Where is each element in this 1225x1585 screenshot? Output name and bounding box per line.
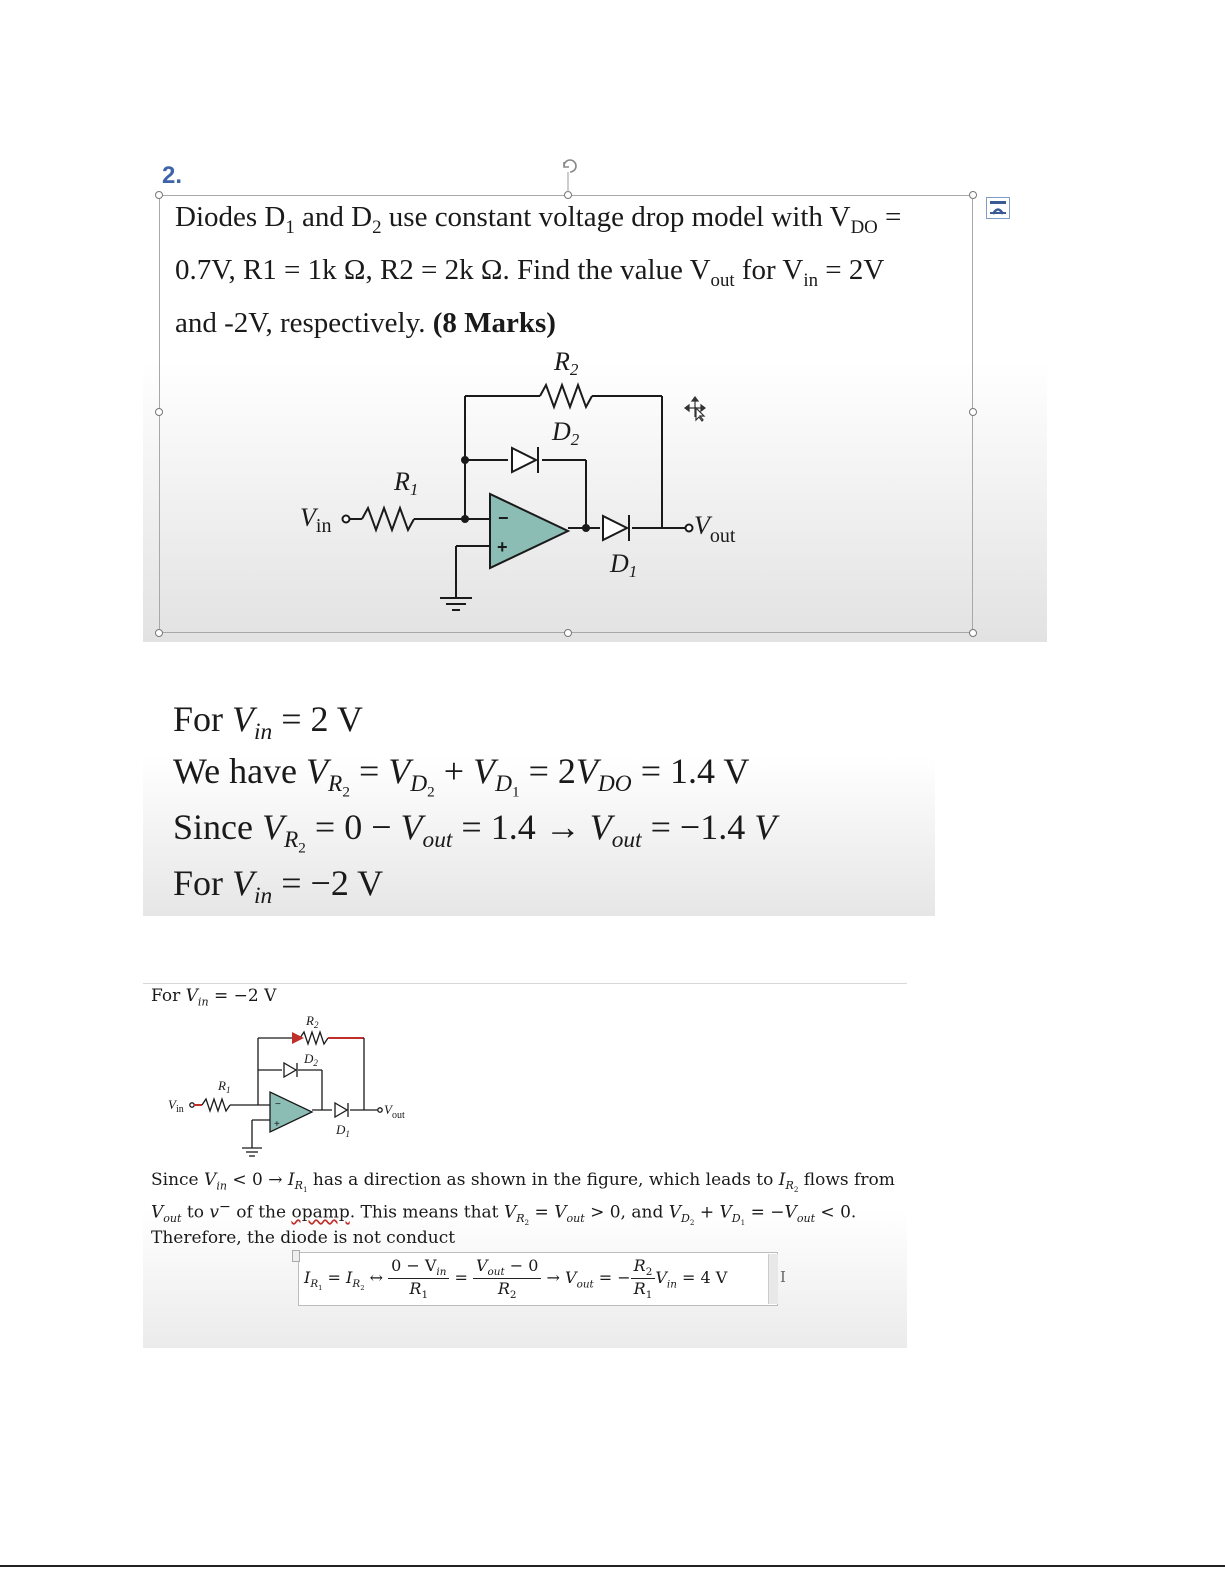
svg-text:Vin: $V_{in}$ <box>168 1097 184 1115</box>
svg-text:Vout: $V_{out}$ <box>384 1102 405 1121</box>
svg-text:D2: $D_2$ <box>304 1051 318 1068</box>
solution-line-3: Since $V_{R_2} = 0 - V_{out} = 1.4 \to V_{out} = -1.4$ V <box>173 807 777 857</box>
label-d1: D1 <box>610 549 638 581</box>
svg-text:−: − <box>275 1099 281 1110</box>
rotate-handle-icon[interactable] <box>556 152 582 194</box>
ground-symbol <box>440 598 472 610</box>
resize-handle-left[interactable] <box>155 408 163 416</box>
diode-d1 <box>603 515 629 541</box>
diode-d2 <box>512 447 538 473</box>
label-vin: $V_{in}$ <box>300 503 332 537</box>
resize-handle-tl[interactable] <box>155 191 163 199</box>
negative-case-heading: For $V_{in} = -2$ V <box>151 986 277 1009</box>
resize-handle-bl[interactable] <box>155 629 163 637</box>
equation-content: $I_{R_1} = I_{R_2}$ ↔ $\frac{0 - V_{in}}{R_1}$ = $\frac{V_{out} - 0}{R_2}$ → $V_{out}$ = − $\frac{R_2}{R_1}$ $V_{in} = 4$ V <box>304 1256 728 1302</box>
text-cursor-icon: I <box>780 1268 786 1286</box>
label-vout: $V_{out}$ <box>694 511 736 547</box>
solution-line-1: For $V_{in} = 2$ V <box>173 699 363 746</box>
label-d2: D2 <box>552 417 580 449</box>
resistor-r1 <box>362 508 414 530</box>
equation-handle-icon[interactable] <box>292 1250 300 1262</box>
problem-statement: Diodes $D_1$ and $D_2$ use constant voltage drop model with $V_{DO}$ = 0.7V, R1 = 1k Ω, R2 = 2k Ω. Find the value $V_{out}$ for $V_{in} = 2V$ and -2V, respectively. (8 Marks) <box>175 201 902 339</box>
solution-line-4: For $V_{in} = -2$ V <box>173 863 384 910</box>
layout-options-icon[interactable] <box>986 197 1010 219</box>
label-r2: R2 <box>554 347 579 379</box>
explanation-line-3: Therefore, the diode is not conduct <box>151 1228 456 1248</box>
svg-text:+: + <box>274 1119 280 1130</box>
circuit-diagram-top <box>290 340 770 620</box>
fraction-1: $\frac{0 - V_{in}}{R_1}$ <box>388 1256 449 1301</box>
resistor-r2 <box>540 385 592 407</box>
fraction-3: $\frac{R_2}{R_1}$ <box>631 1256 656 1301</box>
svg-text:D1: $D_1$ <box>336 1122 350 1139</box>
question-number: 2. <box>162 162 183 189</box>
resize-handle-tr[interactable] <box>969 191 977 199</box>
explanation-line-1: Since $V_{in} < 0 \to I_{R_1}$ has a direction as shown in the figure, which leads to $I_{R_2}$ flows from <box>151 1170 895 1195</box>
page-bottom-rule <box>0 1565 1225 1567</box>
marks-label: (8 Marks) <box>432 306 556 339</box>
opamp-plus: + <box>497 537 508 557</box>
resize-handle-right[interactable] <box>969 408 977 416</box>
label-r1: R1 <box>394 467 419 499</box>
circuit-diagram-small <box>160 1008 430 1168</box>
explanation-line-2: $V_{out}$ to v− of the opamp. This means that $V_{R_2} = V_{out} > 0$, and $V_{D_2} + V_{D_1} = -V_{out} < 0$. <box>151 1199 857 1228</box>
resize-handle-bottom[interactable] <box>564 629 572 637</box>
resize-handle-br[interactable] <box>969 629 977 637</box>
svg-text:R2: $R_2$ <box>306 1013 319 1030</box>
opamp-minus: − <box>498 508 509 528</box>
equation-options-dropdown[interactable] <box>768 1254 778 1304</box>
move-cursor-icon <box>684 396 706 422</box>
svg-text:R1: $R_1$ <box>218 1078 231 1095</box>
solution-line-2: We have $V_{R_2} = V_{D_2} + V_{D_1} = 2V_{DO} = 1.4$ V <box>173 751 750 801</box>
fraction-2: $\frac{V_{out} - 0}{R_2}$ <box>473 1256 541 1301</box>
